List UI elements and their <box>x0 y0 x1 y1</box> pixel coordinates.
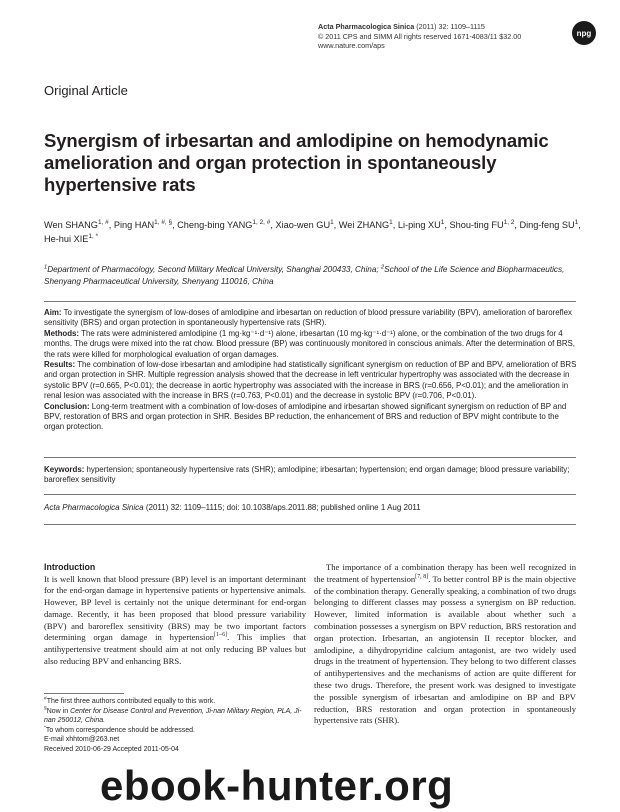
article-type: Original Article <box>44 83 128 98</box>
author-name: Cheng-bing YANG <box>177 220 253 230</box>
citation-rule <box>44 524 576 525</box>
footnote-3: *To whom correspondence should be addressed. <box>44 725 195 734</box>
abstract-conclusion: Conclusion: Long-term treatment with a combination of low-doses of amlodipine and irbesartan showed significant synergism on reduction of BP and BPV, restoration of BRS and organ protection in SHR. Besides BP reduction, the enhancement of BRS and reduction of BPV might contribute to the organ protection. <box>44 401 567 432</box>
journal-url[interactable]: www.nature.com/aps <box>318 41 385 51</box>
abstract-methods: Methods: The rats were administered amlodipine (1 mg·kg⁻¹·d⁻¹) alone, irbesartan (10 mg·kg⁻¹·d⁻¹) alone, or the combination of the two drugs for 4 months. The drugs were mixed into the rat chow. Blood pressure (BP) was continuously monitored in conscious animals. After the determination of BRS, the rats were killed for morphological evaluation of organ damages. <box>44 328 575 359</box>
journal-header <box>318 22 558 51</box>
intro-col2-ref[interactable]: [7, 8] <box>415 573 429 580</box>
author-affil-sup: 1, 2 <box>503 218 515 226</box>
author-list: Wen $SHANG^{1, \#}$, Ping $HAN^{1, \#, \S}$, Cheng-bing $YANG^{1, 2, \#}$, Xiao-wen $GU^1$, Wei ZHANG$^1$, Li-ping $XU^1$, Shou-ting FU$^{1, 2}$, Ding-feng $SU^1$, He-hui $XIE^{1, *}$ <box>44 218 581 244</box>
author-name: Ping HAN <box>113 220 155 230</box>
footnotes <box>44 697 306 755</box>
author-name: Wen SHANG <box>44 220 98 230</box>
citation-journal: Acta Pharmacologica Sinica <box>44 503 144 512</box>
author-affil-sup: 1, 2, # <box>252 218 271 226</box>
abstract-results: Results: The combination of low-dose irbesartan and amlodipine had statistically significant synergism on reduction of BP and BPV, amelioration of BRS and organ protection in SHR. Multiple regression analysis showed that the decrease in left ventricular hypertrophy was associated with the decrease in systolic BPV (r=0.665, P<0.01); the decrease in aortic hypertrophy was associated with the increase in BRS (r=0.656, P<0.01); and the amelioration in renal lesion was associated with the increase in BRS (r=0.763, P<0.01) and the decrease in systolic BPV (r=0.706, P<0.01). <box>44 360 577 401</box>
abstract <box>44 308 578 433</box>
intro-col2-a: The importance of a combination therapy has been well recognized in the treatment of hypertension <box>314 562 576 584</box>
citation-rest: (2011) 32: 1109–1115; doi: 10.1038/aps.2011.88; published online 1 Aug 2011 <box>143 503 421 512</box>
author-name: He-hui XIE <box>44 233 89 244</box>
author-affil-sup: 1, # <box>97 218 109 226</box>
affil-1-sup: 1 <box>44 264 48 271</box>
affiliations <box>44 264 592 287</box>
author-name: Li-ping XU <box>397 220 441 230</box>
footnote-1: #The first three authors contributed equally to this work. <box>44 696 216 705</box>
keywords-rule <box>44 494 576 495</box>
journal-name: Acta Pharmacologica Sinica <box>318 22 415 31</box>
author-name: Wei ZHANG <box>338 220 390 230</box>
author-affil-sup: 1, #, § <box>154 218 173 226</box>
copyright: © 2011 CPS and SIMM All rights reserved 1671-4083/11 $32.00 <box>318 31 522 41</box>
intro-column-2 <box>314 562 576 727</box>
intro-col1-end: . This implies that antihypertensive treatment should aim at not only reducing BP values but also reducing BPV and enhancing BRS. <box>44 632 307 667</box>
correspondence-email[interactable]: E-mail xhhtom@263.net <box>44 736 120 744</box>
intro-col2-b: . To better control BP is the main objective of the combination therapy. Generally speaking, a combination of two drugs belonging to different classes may possess a synergism on BP reduction. However, limited information is available about whether such a combination possesses a synergism on BPV reduction, BRS restoration and organ protection. Irbesartan, an angiotensin II receptor blocker, and amlodipine, a dihydropyridine calcium antagonist, are two widely used drugs in the treatment of hypertension. They belong to two different classes of antihypertensives and the mechanisms of action are quite different for these two drugs. Therefore, the present work was designed to investigate the possible synergism of irbesartan and amlodipine on BP and BPV reduction, BRS restoration and organ protection in spontaneously hypertensive rats (SHR). <box>314 573 576 726</box>
intro-col1-text: It is well known that blood pressure (BP) level is an important determinant for the end-organ damage in hypertensive patients or hypertensive animals. However, BP level is certainly not the unique determinant for end-organ damage. Recently, it has been proposed that blood pressure variability (BPV) and baroreflex sensitivity (BRS) may be two important factors determining organ damage in hypertension <box>44 573 306 643</box>
author-affil-sup: 1, * <box>88 232 99 240</box>
author-name: Ding-feng SU <box>519 220 575 230</box>
keywords-text: hypertension; spontaneously hypertensive rats (SHR); amlodipine; irbesartan; hypertension; end organ damage; blood pressure variability; baroreflex sensitivity <box>44 465 570 485</box>
keywords <box>44 465 578 486</box>
intro-heading: Introduction <box>44 562 96 572</box>
author-affil-sup: 1 <box>389 218 393 226</box>
author-affil-sup: 1 <box>330 218 334 226</box>
watermark: ebook-hunter.org <box>100 762 454 809</box>
author-name: Xiao-wen GU <box>275 220 331 230</box>
abstract-top-rule <box>44 301 576 302</box>
author-name: Shou-ting FU <box>449 220 504 230</box>
intro-column-1 <box>44 562 306 668</box>
citation-line <box>44 503 578 513</box>
author-affil-sup: 1 <box>574 218 579 226</box>
footnote-2: §Now in Center for Disease Control and Prevention, Ji-nan Military Region, PLA, Ji-nan 250012, China. <box>44 706 302 725</box>
npg-logo-icon: npg <box>572 21 596 45</box>
intro-col1-ref[interactable]: [1–6] <box>214 632 228 639</box>
received-dates: Received 2010-06-29 Accepted 2011-05-04 <box>44 745 179 753</box>
author-affil-sup: 1 <box>440 218 445 226</box>
abstract-aim: Aim: To investigate the synergism of low-doses of amlodipine and irbesartan on reduction of blood pressure variability (BPV), amelioration of baroreflex sensitivity (BRS) and organ protection in spontaneously hypertensive rats (SHR). <box>44 308 572 328</box>
abstract-bottom-rule <box>44 457 576 458</box>
keywords-label: Keywords: <box>44 465 85 474</box>
footnote-rule <box>44 693 124 694</box>
affil-1: Department of Pharmacology, Second Military Medical University, Shanghai 200433, China; <box>47 265 381 274</box>
paper-title: Synergism of irbesartan and amlodipine on hemodynamic amelioration and organ protection in spontaneously hypertensive rats <box>44 130 549 195</box>
affil-2-sup: 2 <box>380 264 385 271</box>
journal-ref: (2011) 32: 1109–1115 <box>414 22 485 31</box>
affil-2: School of the Life Science and Biopharmaceutics, Shenyang Pharmaceutical University, Shenyang 110016, China <box>44 265 565 286</box>
